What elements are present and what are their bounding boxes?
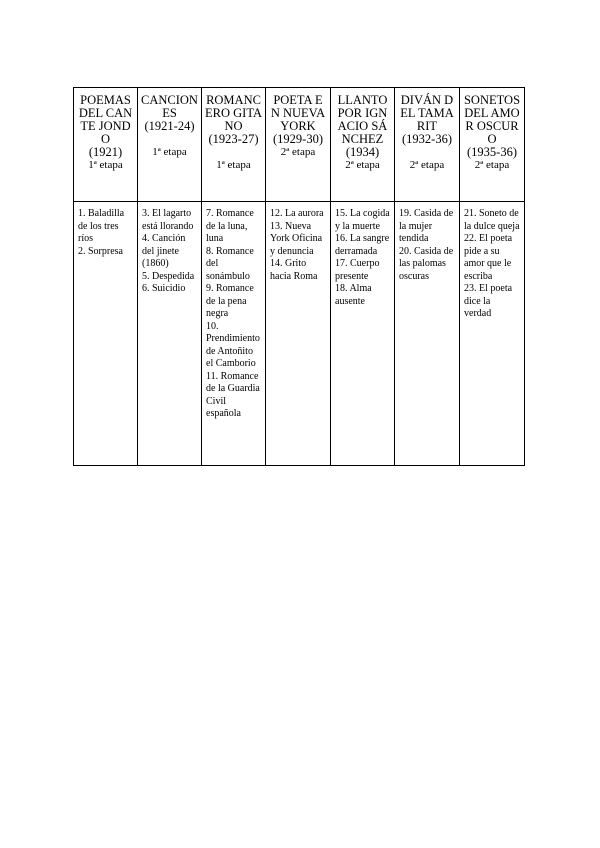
book-stage: 1ª etapa xyxy=(88,159,123,171)
poem-item: 16. La sangre derramada xyxy=(335,233,390,257)
book-header-cell xyxy=(74,88,138,202)
poem-item: 11. Romance de la Guardia Civil española xyxy=(206,370,260,419)
book-stage: 2ª etapa xyxy=(409,159,445,171)
poem-item: 1. Baladilla de los tres ríos xyxy=(78,208,125,244)
poem-item: 6. Suicidio xyxy=(142,283,186,294)
book-header-cell xyxy=(202,88,266,202)
poem-item: 5. Despedida xyxy=(142,270,195,282)
poem-item: 18. Alma ausente xyxy=(335,283,372,307)
poem-list-cell xyxy=(266,202,331,466)
book-title: POETA EN NUEVA YORK xyxy=(270,93,326,133)
poem-item: 4. Canción del jinete (1860) xyxy=(142,233,186,269)
poem-item: 15. La cogida y la muerte xyxy=(335,208,390,232)
book-header-cell xyxy=(138,88,202,202)
book-years: (1923-27) xyxy=(208,132,259,146)
poem-list-cell xyxy=(331,202,395,466)
poem-list-cell xyxy=(202,202,266,466)
book-stage: 1ª etapa xyxy=(216,159,251,171)
book-header-cell xyxy=(331,88,395,202)
poem-item: 22. El poeta pide a su amor que le escriba xyxy=(464,233,513,282)
header-row xyxy=(74,88,525,202)
poem-list-cell xyxy=(74,202,138,466)
poem-list-cell xyxy=(460,202,525,466)
poem-item: 20. Casida de las palomas oscuras xyxy=(399,245,454,282)
poem-item: 2. Sorpresa xyxy=(78,245,123,257)
poetry-table xyxy=(73,87,525,466)
book-years: (1932-36) xyxy=(402,132,452,146)
book-stage: 2ª etapa xyxy=(280,146,316,158)
book-title: DIVÁN DEL TAMARIT xyxy=(400,93,454,133)
book-title: POEMAS DEL CANTE JONDO xyxy=(78,93,133,146)
book-header-cell xyxy=(460,88,525,202)
poems-row xyxy=(74,202,525,466)
book-header-cell xyxy=(395,88,460,202)
poem-item: 23. El poeta dice la verdad xyxy=(464,283,513,319)
poem-item: 12. La aurora xyxy=(270,208,324,219)
poem-list-cell xyxy=(395,202,460,466)
book-title: ROMANCERO GITANO xyxy=(205,93,262,133)
poem-item: 17. Cuerpo presente xyxy=(335,258,380,282)
book-title: CANCIONES xyxy=(141,93,198,120)
poem-item: 13. Nueva York Oficina y denuncia xyxy=(270,220,323,257)
book-stage: 2ª etapa xyxy=(474,159,510,171)
poem-item: 3. El lagarto está llorando xyxy=(142,208,194,232)
poem-item: 7. Romance de la luna, luna xyxy=(206,208,254,244)
book-years: (1929-30) xyxy=(273,132,323,146)
book-years: (1921-24) xyxy=(144,119,195,133)
book-stage: 2ª etapa xyxy=(345,159,380,171)
book-years: (1935-36) xyxy=(467,145,517,159)
book-stage: 1ª etapa xyxy=(152,146,187,158)
book-title: LLANTO POR IGNACIO SÁNCHEZ xyxy=(337,93,388,146)
book-header-cell xyxy=(266,88,331,202)
book-years: (1934) xyxy=(345,145,380,159)
poem-item: 14. Grito hacia Roma xyxy=(270,258,318,282)
poem-item: 10. Prendimiento de Antoñito el Camborio xyxy=(206,320,260,369)
poem-item: 9. Romance de la pena negra xyxy=(206,283,254,319)
poem-item: 8. Romance del sonámbulo xyxy=(206,245,254,282)
book-title: SONETOS DEL AMOR OSCURO xyxy=(463,93,521,146)
poem-item: 19. Casida de la mujer tendida xyxy=(399,208,454,244)
book-years: (1921) xyxy=(88,145,123,159)
poem-list-cell xyxy=(138,202,202,466)
poem-item: 21. Soneto de la dulce queja xyxy=(464,208,520,232)
